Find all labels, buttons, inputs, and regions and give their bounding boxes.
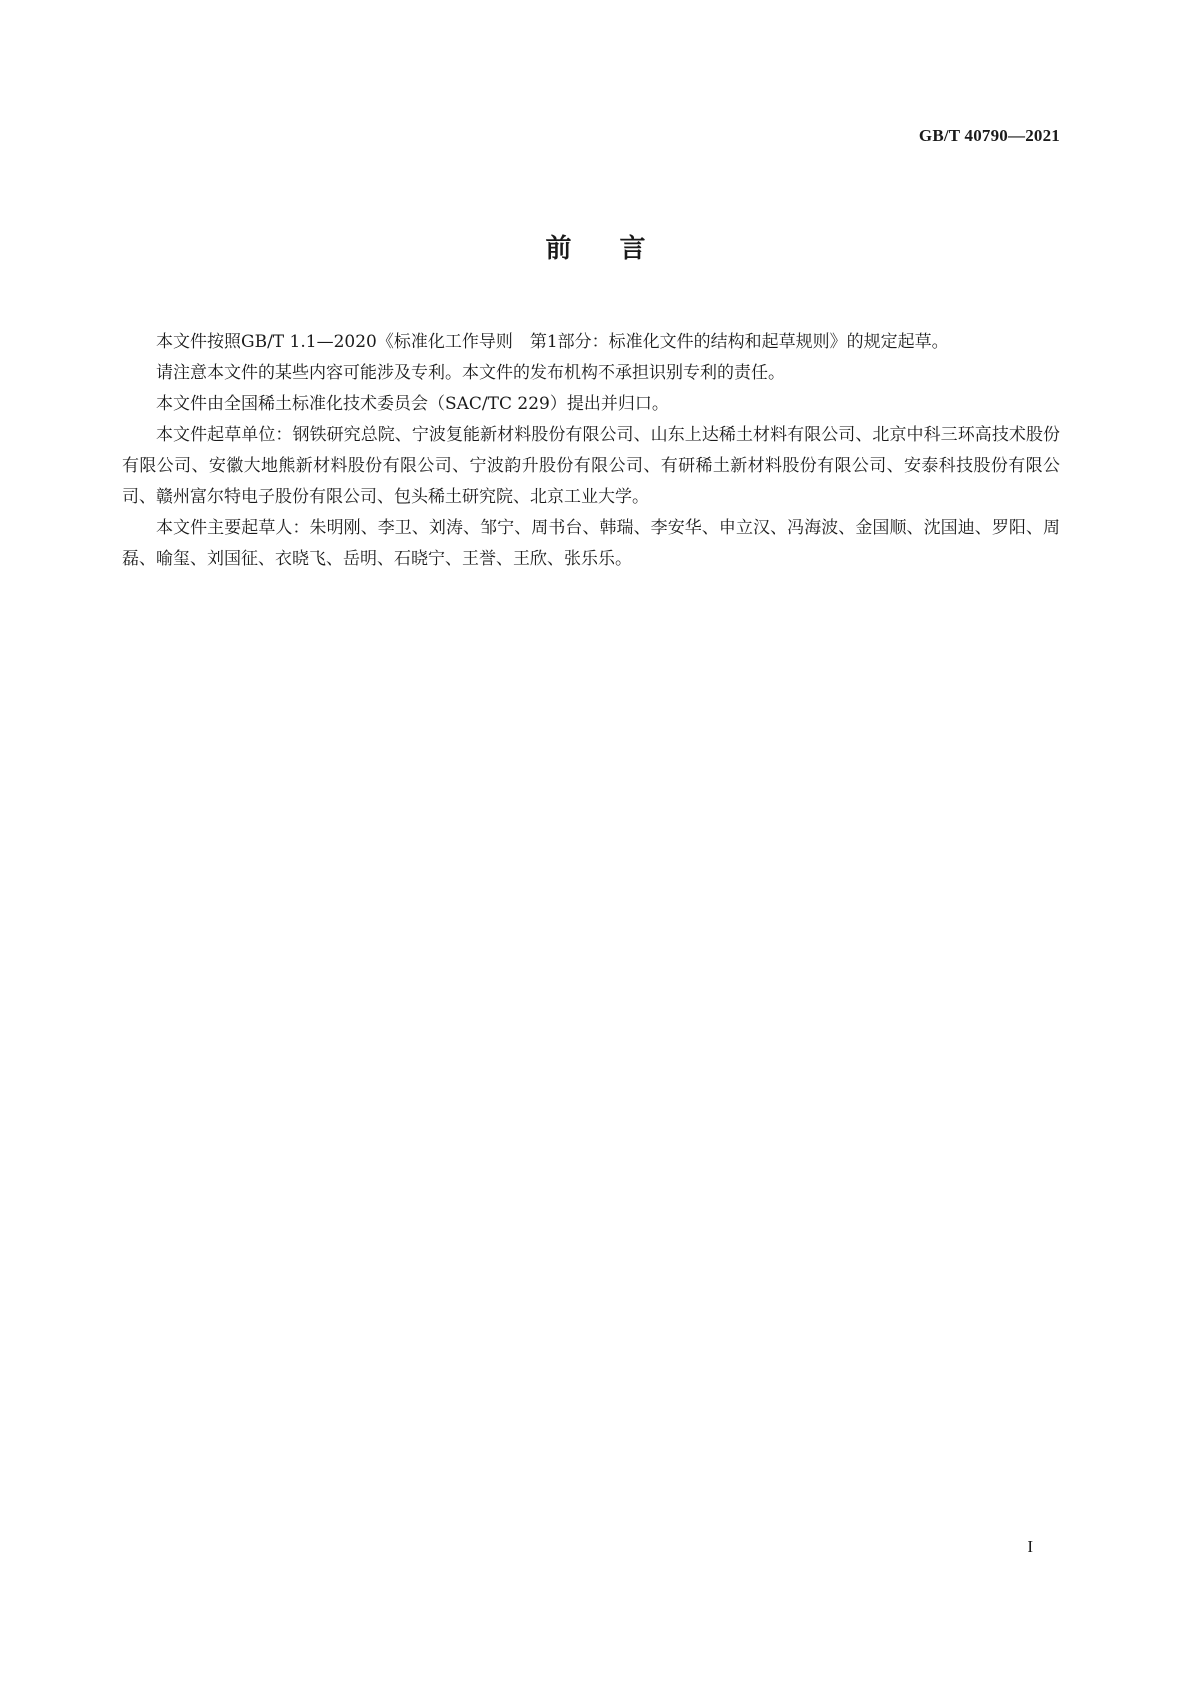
standard-number: GB/T 40790—2021 xyxy=(918,126,1060,145)
paragraph-drafting-units: 本文件起草单位：钢铁研究总院、宁波复能新材料股份有限公司、山东上达稀土材料有限公司、北京中科三环高技术股份有限公司、安徽大地熊新材料股份有限公司、宁波韵升股份有限公司、有研稀土新材料股份有限公司、安泰科技股份有限公司、赣州富尔特电子股份有限公司、包头稀土研究院、北京工业大学。 xyxy=(122,425,1060,507)
page-title: 前言 xyxy=(545,234,694,264)
paragraph-patent-notice: 请注意本文件的某些内容可能涉及专利。本文件的发布机构不承担识别专利的责任。 xyxy=(156,363,785,383)
paragraph-drafting-rules: 本文件按照GB/T 1.1—2020《标准化工作导则 第1部分：标准化文件的结构和起草规则》的规定起草。 xyxy=(156,332,949,352)
paragraph-proposer: 本文件由全国稀土标准化技术委员会（SAC/TC 229）提出并归口。 xyxy=(156,394,669,414)
paragraph-drafters: 本文件主要起草人：朱明刚、李卫、刘涛、邹宁、周书台、韩瑞、李安华、申立汉、冯海波、金国顺、沈国迪、罗阳、周磊、喻玺、刘国征、衣晓飞、岳明、石晓宁、王誉、王欣、张乐乐。 xyxy=(122,518,1060,569)
page-number: I xyxy=(1027,1537,1033,1556)
foreword-body xyxy=(122,327,1060,575)
